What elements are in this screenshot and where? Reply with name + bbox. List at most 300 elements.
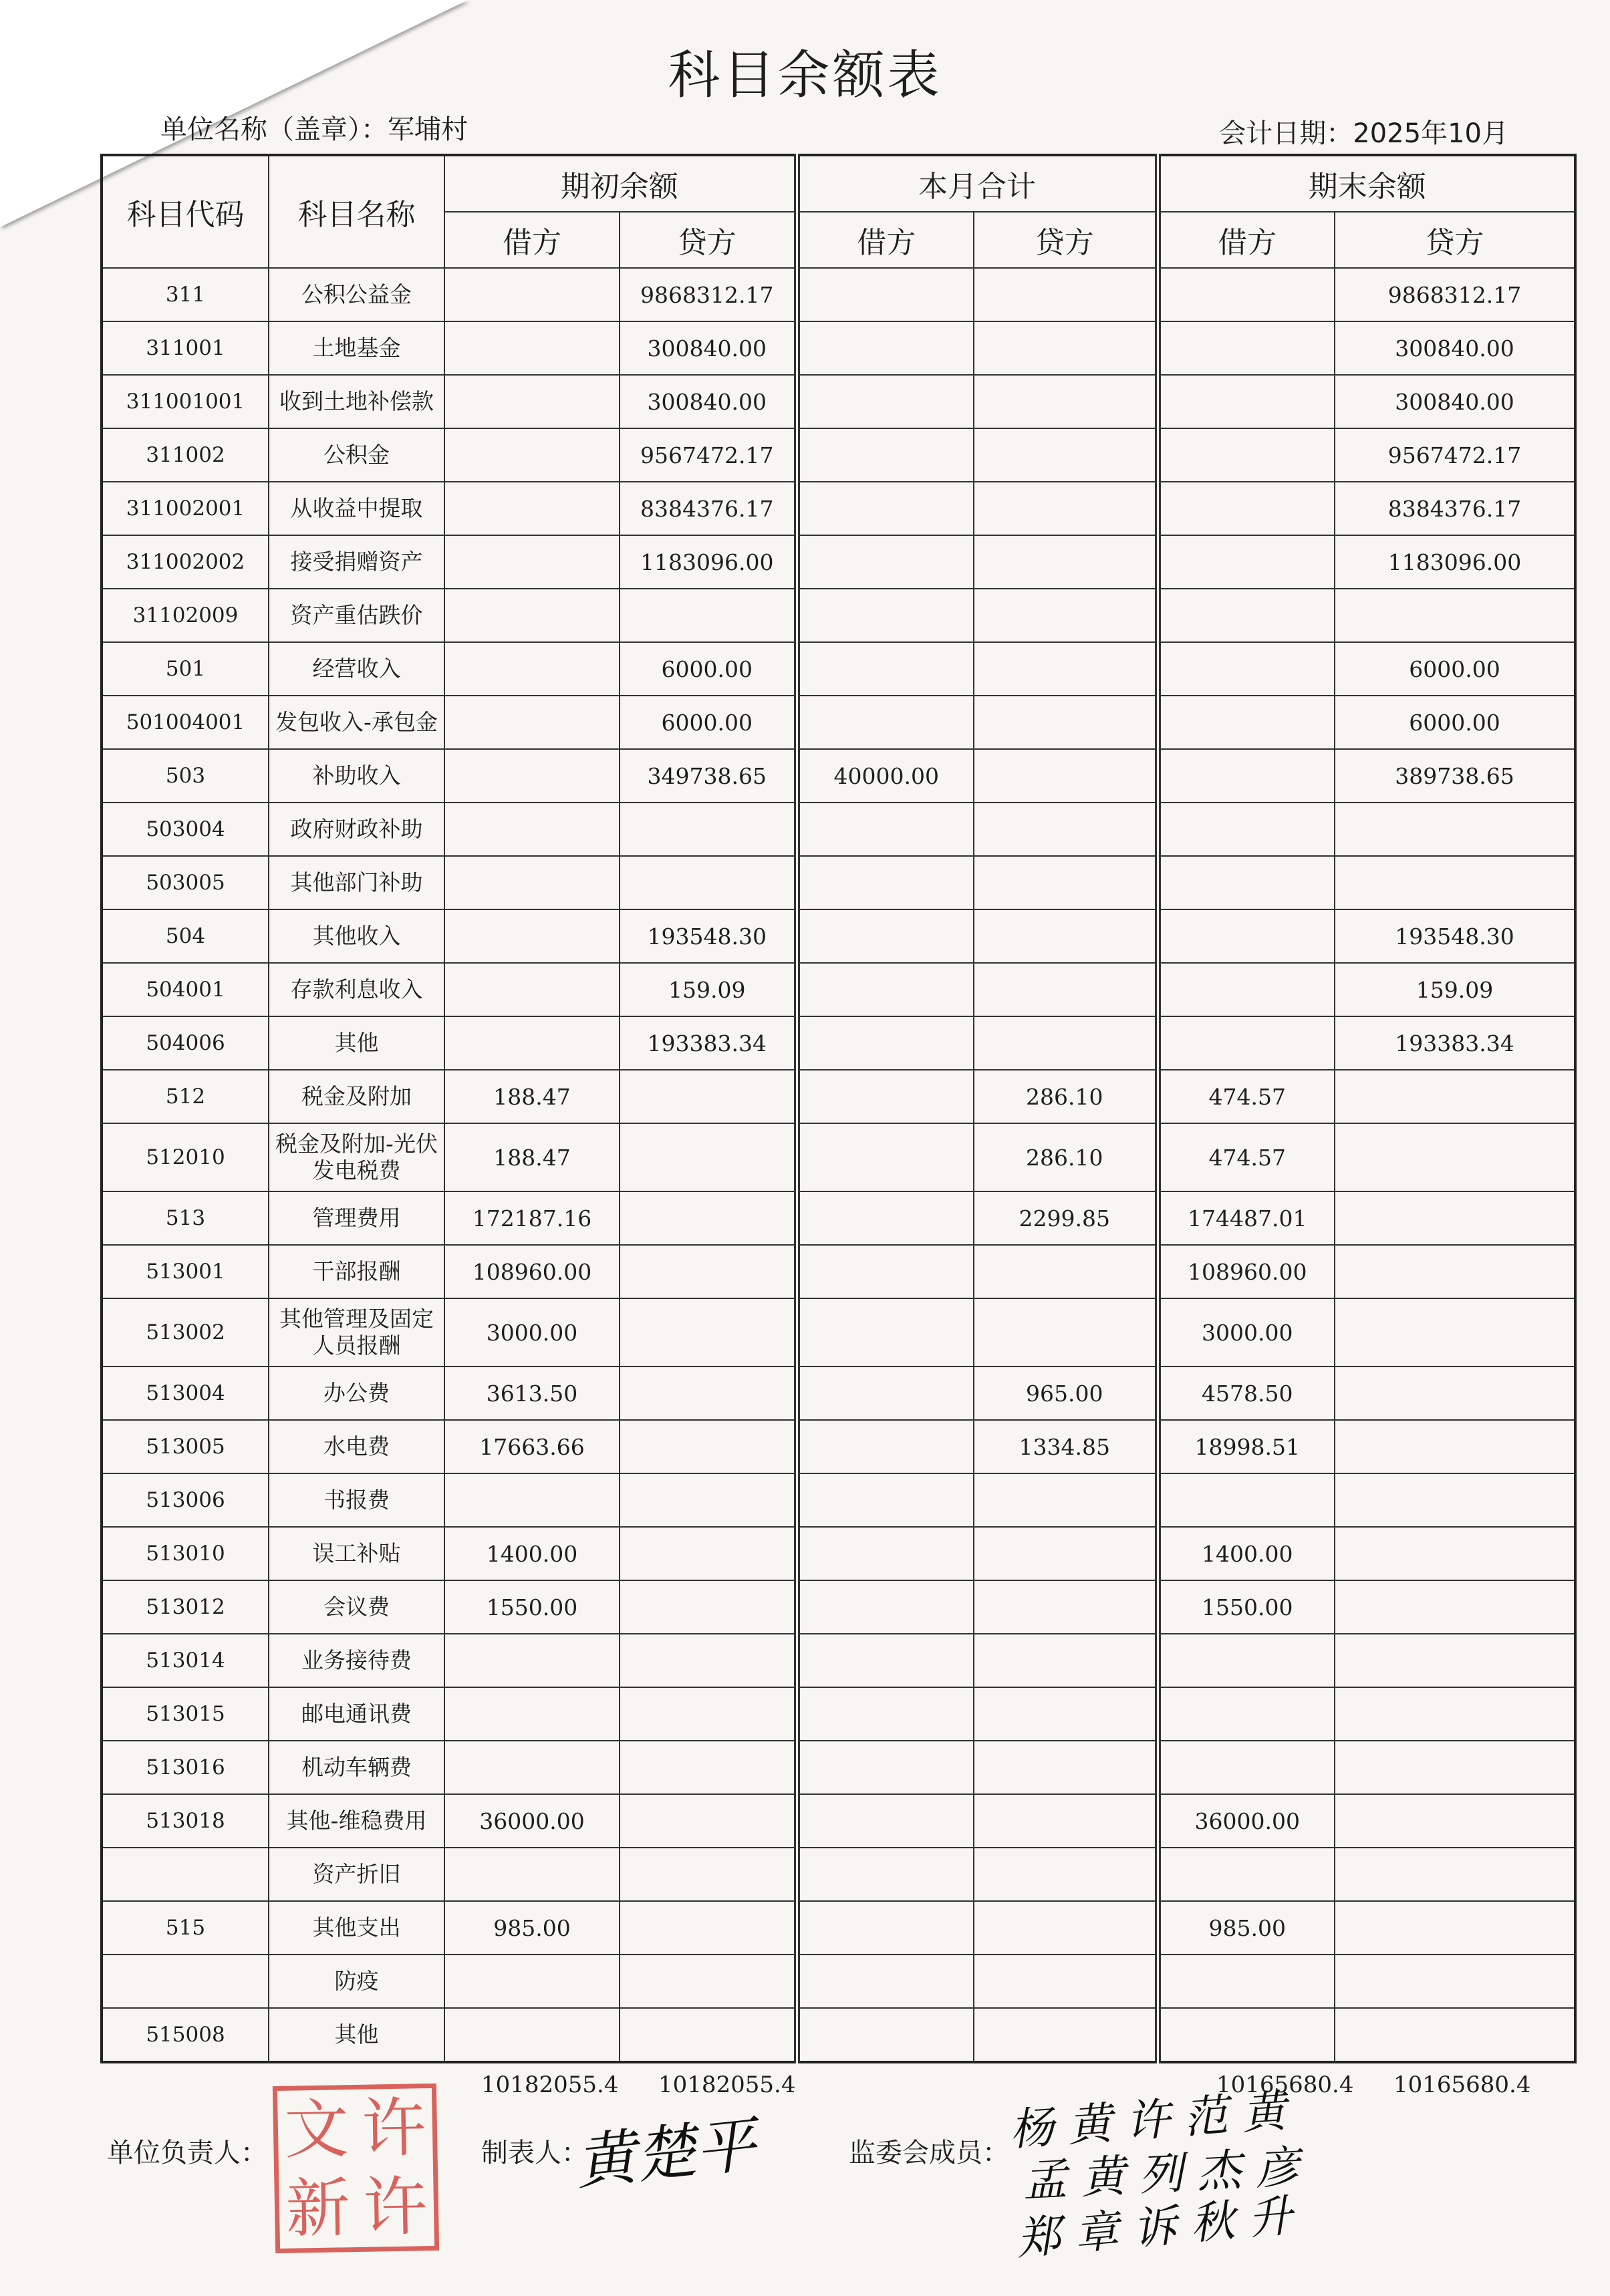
current-credit-cell [974,963,1158,1016]
current-credit-cell [974,696,1158,749]
account-code-cell [102,1848,269,1901]
opening-debit-cell [444,642,620,696]
closing-credit-cell: 159.09 [1335,963,1575,1016]
opening-credit-cell: 300840.00 [620,375,797,428]
account-code-cell: 503004 [102,803,269,856]
opening-debit-cell: 1400.00 [444,1527,620,1580]
current-debit-cell [797,1245,974,1298]
closing-credit-cell [1335,1473,1575,1527]
closing-credit-cell: 8384376.17 [1335,482,1575,535]
account-name-cell: 管理费用 [269,1191,444,1245]
account-code-cell: 513006 [102,1473,269,1527]
opening-credit-cell [620,1955,797,2008]
total-closing-debit: 10165680.4 [1216,2071,1354,2098]
opening-debit-cell [444,482,620,535]
table-row [102,803,1575,856]
account-code-cell: 513005 [102,1420,269,1473]
opening-debit-cell [444,535,620,589]
closing-credit-cell [1335,1298,1575,1367]
opening-credit-cell [620,1473,797,1527]
table-row [102,2008,1575,2062]
current-credit-cell [974,535,1158,589]
current-credit-cell [974,428,1158,482]
header-closing-credit: 贷方 [1335,212,1575,268]
opening-debit-cell [444,963,620,1016]
total-closing-credit: 10165680.4 [1393,2071,1531,2098]
current-debit-cell [797,1473,974,1527]
account-code-cell: 513001 [102,1245,269,1298]
closing-debit-cell [1158,909,1335,963]
closing-credit-cell [1335,856,1575,909]
closing-credit-cell [1335,1955,1575,2008]
current-credit-cell: 286.10 [974,1070,1158,1123]
opening-credit-cell [620,1794,797,1848]
closing-credit-cell: 6000.00 [1335,696,1575,749]
total-opening-credit: 10182055.4 [658,2071,796,2098]
opening-debit-cell [444,909,620,963]
current-debit-cell [797,1016,974,1070]
closing-debit-cell [1158,1473,1335,1527]
account-code-cell: 513016 [102,1741,269,1794]
table-row [102,909,1575,963]
account-name-cell: 存款利息收入 [269,963,444,1016]
account-code-cell: 513002 [102,1298,269,1367]
current-debit-cell [797,963,974,1016]
account-name-cell: 发包收入-承包金 [269,696,444,749]
table-row [102,1245,1575,1298]
closing-credit-cell: 300840.00 [1335,375,1575,428]
account-name-cell: 办公费 [269,1367,444,1420]
current-debit-cell [797,1794,974,1848]
opening-credit-cell [620,1580,797,1634]
closing-debit-cell: 108960.00 [1158,1245,1335,1298]
current-credit-cell [974,482,1158,535]
opening-credit-cell [620,589,797,642]
current-debit-cell [797,268,974,321]
current-credit-cell [974,803,1158,856]
closing-debit-cell [1158,696,1335,749]
supervisor-signatures-3: 郑 章 诉 秋 升 [1014,2190,1295,2265]
header-opening-credit: 贷方 [620,212,797,268]
closing-credit-cell [1335,1123,1575,1191]
closing-debit-cell [1158,963,1335,1016]
opening-debit-cell [444,428,620,482]
header-current: 本月合计 [797,155,1158,212]
closing-debit-cell [1158,856,1335,909]
current-credit-cell [974,2008,1158,2062]
table-row [102,1580,1575,1634]
opening-credit-cell [620,1687,797,1741]
account-name-cell: 税金及附加-光伏发电税费 [269,1123,444,1191]
account-code-cell: 513010 [102,1527,269,1580]
account-code-cell: 504006 [102,1016,269,1070]
closing-debit-cell [1158,375,1335,428]
closing-debit-cell: 4578.50 [1158,1367,1335,1420]
current-credit-cell: 2299.85 [974,1191,1158,1245]
closing-debit-cell [1158,1634,1335,1687]
current-credit-cell [974,321,1158,375]
current-credit-cell [974,1687,1158,1741]
current-debit-cell [797,1527,974,1580]
opening-debit-cell [444,696,620,749]
account-name-cell: 其他管理及固定人员报酬 [269,1298,444,1367]
account-name-cell: 收到土地补偿款 [269,375,444,428]
supervisor-signatures-1: 杨 黄 许 范 黄 [1008,2085,1288,2156]
closing-credit-cell [1335,1367,1575,1420]
account-name-cell: 其他 [269,1016,444,1070]
table-row [102,1367,1575,1420]
closing-credit-cell: 389738.65 [1335,749,1575,803]
table-row [102,1901,1575,1955]
current-credit-cell [974,1245,1158,1298]
current-debit-cell [797,1634,974,1687]
opening-credit-cell [620,856,797,909]
header-name: 科目名称 [269,155,444,268]
current-debit-cell [797,1687,974,1741]
opening-credit-cell: 9868312.17 [620,268,797,321]
closing-credit-cell [1335,589,1575,642]
table-row [102,1420,1575,1473]
account-code-cell: 512 [102,1070,269,1123]
account-code-cell [102,1955,269,2008]
account-name-cell: 从收益中提取 [269,482,444,535]
current-debit-cell [797,1848,974,1901]
current-credit-cell [974,1741,1158,1794]
account-code-cell: 513014 [102,1634,269,1687]
header-current-credit: 贷方 [974,212,1158,268]
closing-credit-cell [1335,1420,1575,1473]
account-code-cell: 311002 [102,428,269,482]
opening-debit-cell [444,1634,620,1687]
table-row [102,1123,1575,1191]
closing-credit-cell [1335,2008,1575,2062]
account-code-cell: 311002001 [102,482,269,535]
current-debit-cell [797,1070,974,1123]
seal-char: 新 [285,2170,351,2247]
account-name-cell: 防疫 [269,1955,444,2008]
closing-debit-cell [1158,642,1335,696]
account-name-cell: 公积公益金 [269,268,444,321]
opening-credit-cell [620,1191,797,1245]
opening-debit-cell [444,2008,620,2062]
account-code-cell: 501 [102,642,269,696]
table-row [102,375,1575,428]
opening-credit-cell: 349738.65 [620,749,797,803]
opening-debit-cell [444,1848,620,1901]
header-current-debit: 借方 [797,212,974,268]
account-code-cell: 504001 [102,963,269,1016]
current-credit-cell [974,589,1158,642]
account-name-cell: 土地基金 [269,321,444,375]
table-row [102,535,1575,589]
opening-credit-cell [620,1070,797,1123]
account-name-cell: 资产重估跌价 [269,589,444,642]
opening-credit-cell [620,1298,797,1367]
closing-credit-cell: 9567472.17 [1335,428,1575,482]
current-credit-cell [974,749,1158,803]
closing-debit-cell: 18998.51 [1158,1420,1335,1473]
account-code-cell: 311001001 [102,375,269,428]
current-credit-cell [974,1016,1158,1070]
current-credit-cell: 286.10 [974,1123,1158,1191]
opening-credit-cell [620,1634,797,1687]
closing-debit-cell: 3000.00 [1158,1298,1335,1367]
opening-credit-cell [620,1367,797,1420]
opening-debit-cell [444,1016,620,1070]
table-row [102,696,1575,749]
closing-debit-cell [1158,1848,1335,1901]
current-credit-cell [974,1634,1158,1687]
closing-debit-cell [1158,2008,1335,2062]
opening-credit-cell [620,803,797,856]
closing-debit-cell: 1550.00 [1158,1580,1335,1634]
opening-debit-cell: 17663.66 [444,1420,620,1473]
closing-credit-cell [1335,1901,1575,1955]
table-row [102,1473,1575,1527]
table-row [102,1070,1575,1123]
seal-char: 许 [361,2090,427,2166]
closing-credit-cell [1335,1634,1575,1687]
opening-debit-cell [444,1741,620,1794]
opening-debit-cell: 188.47 [444,1070,620,1123]
current-credit-cell [974,909,1158,963]
current-debit-cell [797,1741,974,1794]
closing-credit-cell [1335,1687,1575,1741]
account-code-cell: 504 [102,909,269,963]
account-code-cell: 503 [102,749,269,803]
preparer-label: 制表人： [481,2138,588,2168]
unit-label: 单位名称（盖章）：军埔村 [160,114,468,145]
account-name-cell: 补助收入 [269,749,444,803]
opening-credit-cell [620,1741,797,1794]
opening-credit-cell: 8384376.17 [620,482,797,535]
current-credit-cell [974,375,1158,428]
current-credit-cell [974,856,1158,909]
table-row [102,321,1575,375]
current-credit-cell [974,1955,1158,2008]
current-debit-cell [797,1955,974,2008]
closing-debit-cell [1158,268,1335,321]
supervisor-signatures-2: 孟 黄 列 杰 彦 [1021,2141,1301,2207]
opening-credit-cell: 9567472.17 [620,428,797,482]
account-code-cell: 311002002 [102,535,269,589]
account-name-cell: 政府财政补助 [269,803,444,856]
current-debit-cell [797,1123,974,1191]
closing-credit-cell [1335,1580,1575,1634]
current-debit-cell [797,589,974,642]
opening-credit-cell [620,1245,797,1298]
opening-debit-cell: 3000.00 [444,1298,620,1367]
closing-debit-cell [1158,428,1335,482]
closing-debit-cell [1158,1687,1335,1741]
opening-debit-cell: 36000.00 [444,1794,620,1848]
account-name-cell: 经营收入 [269,642,444,696]
account-code-cell: 512010 [102,1123,269,1191]
opening-debit-cell [444,749,620,803]
current-debit-cell [797,1191,974,1245]
account-name-cell: 税金及附加 [269,1070,444,1123]
account-name-cell: 干部报酬 [269,1245,444,1298]
closing-credit-cell [1335,1741,1575,1794]
table-row [102,1634,1575,1687]
closing-debit-cell [1158,535,1335,589]
current-debit-cell [797,1298,974,1367]
current-credit-cell [974,1901,1158,1955]
table-row [102,642,1575,696]
opening-credit-cell [620,1123,797,1191]
opening-debit-cell [444,803,620,856]
table-row [102,963,1575,1016]
current-credit-cell: 1334.85 [974,1420,1158,1473]
closing-debit-cell [1158,321,1335,375]
account-name-cell: 接受捐赠资产 [269,535,444,589]
closing-credit-cell [1335,1527,1575,1580]
table-row [102,1298,1575,1367]
preparer-signature: 黄楚平 [572,2110,759,2198]
closing-credit-cell [1335,1245,1575,1298]
opening-debit-cell [444,1687,620,1741]
table-row [102,749,1575,803]
current-debit-cell [797,482,974,535]
account-code-cell: 31102009 [102,589,269,642]
closing-credit-cell [1335,1070,1575,1123]
opening-debit-cell: 3613.50 [444,1367,620,1420]
current-credit-cell [974,1298,1158,1367]
closing-debit-cell [1158,1955,1335,2008]
opening-debit-cell [444,375,620,428]
header-opening: 期初余额 [444,155,797,212]
total-opening-debit: 10182055.4 [481,2071,619,2098]
current-credit-cell: 965.00 [974,1367,1158,1420]
closing-debit-cell [1158,803,1335,856]
account-code-cell: 513018 [102,1794,269,1848]
opening-credit-cell: 1183096.00 [620,535,797,589]
opening-debit-cell [444,856,620,909]
table-row [102,1741,1575,1794]
closing-debit-cell: 474.57 [1158,1123,1335,1191]
table-row [102,1191,1575,1245]
account-name-cell: 其他支出 [269,1901,444,1955]
closing-debit-cell [1158,749,1335,803]
account-name-cell: 业务接待费 [269,1634,444,1687]
table-row [102,428,1575,482]
table-row [102,482,1575,535]
opening-debit-cell [444,589,620,642]
red-seal [273,2084,439,2253]
account-name-cell: 会议费 [269,1580,444,1634]
supervisor-label: 监委会成员： [849,2138,1009,2168]
opening-credit-cell: 159.09 [620,963,797,1016]
table-row [102,1687,1575,1741]
closing-credit-cell [1335,803,1575,856]
opening-debit-cell: 172187.16 [444,1191,620,1245]
leader-label: 单位负责人： [107,2138,267,2168]
current-debit-cell [797,696,974,749]
account-name-cell: 资产折旧 [269,1848,444,1901]
opening-debit-cell: 188.47 [444,1123,620,1191]
current-debit-cell [797,2008,974,2062]
current-debit-cell [797,1901,974,1955]
current-debit-cell [797,856,974,909]
closing-debit-cell [1158,482,1335,535]
current-credit-cell [974,1848,1158,1901]
table-body [102,268,1575,2062]
current-debit-cell [797,428,974,482]
table-row [102,1794,1575,1848]
account-name-cell: 公积金 [269,428,444,482]
closing-debit-cell [1158,1741,1335,1794]
page-title: 科目余额表 [668,45,942,106]
opening-debit-cell: 985.00 [444,1901,620,1955]
header-closing-debit: 借方 [1158,212,1335,268]
balance-table [100,154,1577,2063]
current-debit-cell [797,909,974,963]
account-name-cell: 其他 [269,2008,444,2062]
opening-credit-cell [620,1420,797,1473]
closing-credit-cell [1335,1191,1575,1245]
current-debit-cell [797,1420,974,1473]
table-row [102,589,1575,642]
closing-credit-cell [1335,1794,1575,1848]
closing-debit-cell: 474.57 [1158,1070,1335,1123]
header-code: 科目代码 [102,155,269,268]
opening-credit-cell: 193548.30 [620,909,797,963]
account-code-cell: 501004001 [102,696,269,749]
account-name-cell: 书报费 [269,1473,444,1527]
account-code-cell: 515 [102,1901,269,1955]
current-debit-cell [797,803,974,856]
closing-debit-cell: 36000.00 [1158,1794,1335,1848]
opening-credit-cell [620,2008,797,2062]
opening-credit-cell: 300840.00 [620,321,797,375]
account-code-cell: 311001 [102,321,269,375]
current-debit-cell: 40000.00 [797,749,974,803]
current-credit-cell [974,268,1158,321]
table-row [102,1955,1575,2008]
current-credit-cell [974,1580,1158,1634]
account-code-cell: 515008 [102,2008,269,2062]
closing-credit-cell: 6000.00 [1335,642,1575,696]
current-debit-cell [797,1367,974,1420]
header-opening-debit: 借方 [444,212,620,268]
closing-debit-cell [1158,1016,1335,1070]
closing-credit-cell: 1183096.00 [1335,535,1575,589]
account-name-cell: 误工补贴 [269,1527,444,1580]
account-name-cell: 其他收入 [269,909,444,963]
opening-debit-cell: 1550.00 [444,1580,620,1634]
opening-credit-cell [620,1527,797,1580]
current-credit-cell [974,1527,1158,1580]
table-row [102,1527,1575,1580]
current-credit-cell [974,1473,1158,1527]
opening-credit-cell [620,1848,797,1901]
current-credit-cell [974,642,1158,696]
current-debit-cell [797,375,974,428]
closing-credit-cell [1335,1848,1575,1901]
seal-char: 许 [362,2169,428,2245]
table-row [102,1016,1575,1070]
closing-debit-cell [1158,589,1335,642]
closing-credit-cell: 193548.30 [1335,909,1575,963]
opening-debit-cell [444,321,620,375]
accounting-date: 会计日期：2025年10月 [1219,118,1508,149]
account-name-cell: 机动车辆费 [269,1741,444,1794]
account-name-cell: 邮电通讯费 [269,1687,444,1741]
header-closing: 期末余额 [1158,155,1575,212]
current-debit-cell [797,321,974,375]
seal-char: 文 [283,2092,350,2168]
table-row [102,268,1575,321]
